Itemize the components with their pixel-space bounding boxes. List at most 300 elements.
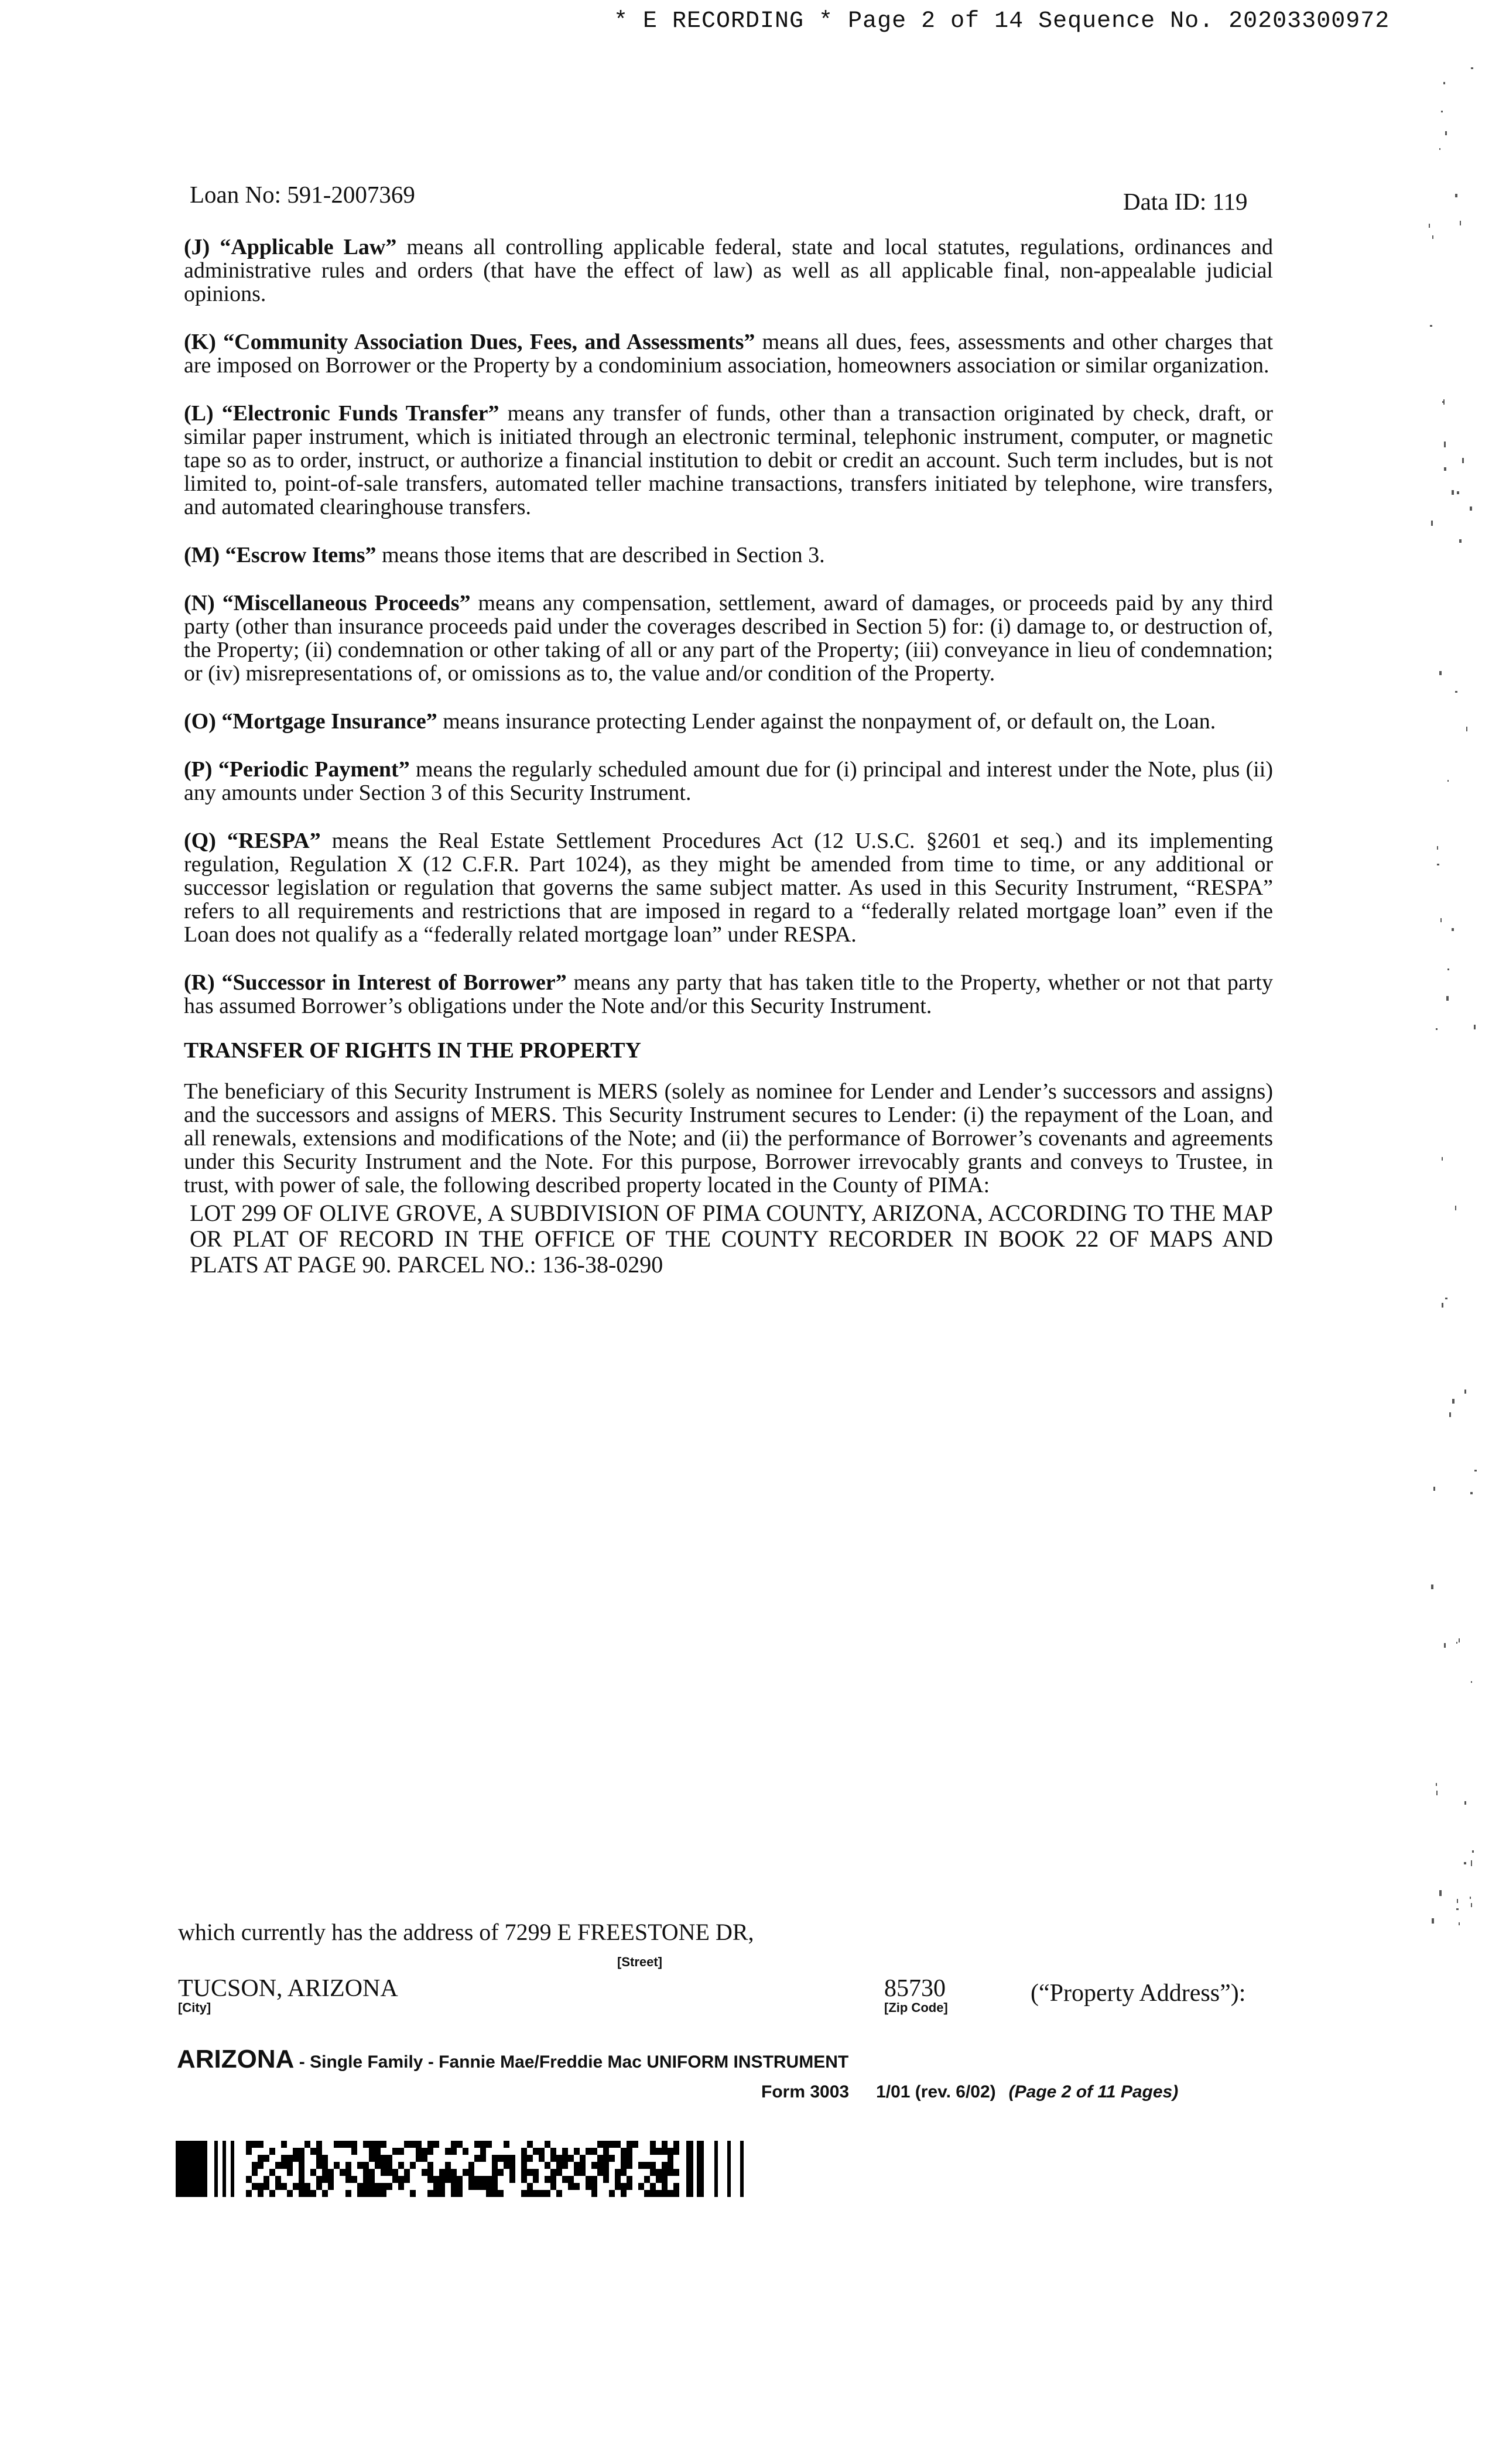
barcode-module: [363, 2183, 369, 2190]
barcode-module: [574, 2183, 580, 2190]
barcode-module: [668, 2162, 673, 2169]
barcode-module: [492, 2169, 498, 2176]
data-id: Data ID: 119: [1123, 188, 1248, 215]
barcode-module: [504, 2162, 509, 2169]
barcode-module: [369, 2176, 375, 2183]
barcode-module: [269, 2148, 275, 2155]
barcode-module: [644, 2162, 650, 2169]
barcode-module: [568, 2183, 574, 2190]
barcode-module: [375, 2148, 381, 2155]
barcode-module: [451, 2169, 457, 2176]
barcode-module: [363, 2169, 369, 2176]
barcode-module: [328, 2169, 334, 2176]
barcode-module: [545, 2141, 550, 2148]
barcode-module: [527, 2190, 533, 2197]
barcode-module: [386, 2183, 392, 2190]
barcode-module: [586, 2148, 591, 2155]
definition-text: means insurance protecting Lender against the nonpayment of, or default on, the Loan.: [437, 709, 1216, 734]
barcode-module: [574, 2162, 580, 2169]
barcode-module: [281, 2141, 287, 2148]
property-address-block: [178, 1918, 1291, 2015]
footer-description: - Single Family - Fannie Mae/Freddie Mac UNIFORM INSTRUMENT: [294, 2052, 849, 2072]
barcode-module: [474, 2141, 480, 2148]
scan-speck: [1439, 148, 1440, 150]
scan-speck: [1449, 1412, 1451, 1417]
scan-speck: [1460, 221, 1461, 225]
barcode-module: [310, 2169, 316, 2176]
barcode-module: [480, 2141, 486, 2148]
barcode-module: [427, 2169, 433, 2176]
barcode-module: [299, 2148, 304, 2155]
page-count: (Page 2 of 11 Pages): [1008, 2082, 1179, 2102]
loan-number: Loan No: 591-2007369: [190, 181, 415, 208]
scan-speck: [1455, 691, 1457, 693]
barcode-module: [527, 2169, 533, 2176]
barcode-module: [668, 2155, 673, 2162]
definition-paragraph: [184, 330, 1273, 377]
barcode-module: [439, 2183, 445, 2190]
barcode-module: [316, 2176, 322, 2183]
barcode-module: [439, 2190, 445, 2197]
scan-speck: [1455, 1206, 1456, 1210]
barcode-module: [468, 2169, 474, 2176]
scan-speck: [1452, 928, 1454, 931]
barcode-bar: [231, 2141, 234, 2197]
barcode-module: [275, 2176, 281, 2183]
barcode-module: [375, 2155, 381, 2162]
barcode-module: [340, 2141, 345, 2148]
barcode-module: [299, 2162, 304, 2169]
barcode-module: [451, 2148, 457, 2155]
scan-speck: [1445, 131, 1447, 135]
barcode-module: [310, 2148, 316, 2155]
barcode-module: [422, 2148, 427, 2155]
barcode-module: [468, 2183, 474, 2190]
scan-speck: [1440, 918, 1442, 922]
barcode-module: [591, 2183, 597, 2190]
barcode-module: [662, 2176, 668, 2183]
scan-speck: [1444, 467, 1446, 471]
barcode-module: [621, 2190, 627, 2197]
barcode-module: [422, 2155, 427, 2162]
barcode-module: [246, 2141, 252, 2148]
barcode-module: [439, 2169, 445, 2176]
barcode-module: [357, 2190, 363, 2197]
barcode-module: [345, 2162, 351, 2169]
scan-speck: [1436, 1783, 1437, 1786]
barcode-module: [369, 2155, 375, 2162]
barcode-module: [369, 2169, 375, 2176]
scan-speck: [1445, 1298, 1447, 1299]
barcode-module: [632, 2141, 638, 2148]
barcode-module: [445, 2169, 451, 2176]
barcode-module: [340, 2169, 345, 2176]
barcode-module: [427, 2162, 433, 2169]
barcode-module: [580, 2162, 586, 2169]
scan-speck: [1431, 521, 1433, 526]
barcode-module: [550, 2183, 556, 2190]
barcode-module: [299, 2176, 304, 2183]
barcode-module: [299, 2183, 304, 2190]
barcode-bar: [697, 2141, 704, 2197]
barcode-module: [668, 2148, 673, 2155]
barcode-module: [363, 2141, 369, 2148]
barcode-module: [504, 2141, 509, 2148]
definition-paragraph: [184, 402, 1273, 519]
barcode-module: [509, 2169, 515, 2176]
barcode-module: [591, 2176, 597, 2183]
definitions-section: [184, 235, 1273, 1278]
barcode-module: [439, 2176, 445, 2183]
barcode-module: [275, 2162, 281, 2169]
barcode-module: [334, 2141, 340, 2148]
scan-speck: [1456, 1642, 1457, 1644]
scan-speck: [1459, 1922, 1460, 1925]
barcode-module: [673, 2183, 679, 2190]
scan-speck: [1471, 67, 1473, 69]
definition-text: means those items that are described in Section 3.: [376, 543, 825, 567]
scan-speck: [1455, 194, 1457, 197]
barcode-module: [422, 2169, 427, 2176]
barcode-module: [404, 2176, 410, 2183]
barcode-module: [304, 2141, 310, 2148]
barcode-module: [550, 2176, 556, 2183]
barcode-module: [591, 2190, 597, 2197]
barcode-module: [492, 2155, 498, 2162]
scan-speck: [1452, 1399, 1454, 1404]
barcode-module: [673, 2169, 679, 2176]
scan-speck: [1444, 442, 1446, 447]
barcode-module: [474, 2176, 480, 2183]
barcode-module: [416, 2141, 422, 2148]
barcode-module: [609, 2141, 615, 2148]
scan-speck: [1444, 1643, 1446, 1648]
barcode-module: [480, 2176, 486, 2183]
scan-speck: [1457, 491, 1459, 494]
definition-term: (O) “Mortgage Insurance”: [184, 709, 437, 734]
barcode-module: [427, 2141, 433, 2148]
barcode-module: [252, 2169, 258, 2176]
barcode-module: [539, 2148, 545, 2155]
barcode-module: [463, 2169, 468, 2176]
barcode-module: [398, 2148, 404, 2155]
scan-speck: [1471, 1860, 1472, 1866]
scan-speck: [1464, 1390, 1466, 1394]
barcode-module: [316, 2155, 322, 2162]
barcode-module: [673, 2141, 679, 2148]
barcode-module: [322, 2176, 328, 2183]
barcode-module: [521, 2162, 527, 2169]
definition-paragraph: [184, 543, 1273, 567]
barcode-module: [457, 2190, 463, 2197]
barcode-module: [410, 2162, 416, 2169]
barcode-module: [427, 2176, 433, 2183]
barcode-module: [304, 2183, 310, 2190]
barcode-module: [457, 2183, 463, 2190]
barcode-module: [621, 2183, 627, 2190]
barcode-module: [668, 2190, 673, 2197]
barcode-module: [603, 2148, 609, 2155]
barcode-module: [650, 2183, 656, 2190]
barcode-module: [650, 2190, 656, 2197]
scan-speck: [1447, 969, 1449, 970]
scan-speck: [1457, 1899, 1458, 1903]
barcode-module: [621, 2155, 627, 2162]
barcode-module: [480, 2148, 486, 2155]
barcode-module: [451, 2141, 457, 2148]
barcode-module: [363, 2176, 369, 2183]
barcode-module: [550, 2169, 556, 2176]
barcode-module: [673, 2190, 679, 2197]
barcode-module: [433, 2183, 439, 2190]
barcode-module: [258, 2155, 263, 2162]
barcode-module: [381, 2190, 386, 2197]
barcode-module: [521, 2190, 527, 2197]
barcode-module: [521, 2155, 527, 2162]
barcode-module: [263, 2155, 269, 2162]
barcode-module: [662, 2190, 668, 2197]
barcode-module: [509, 2162, 515, 2169]
barcode-module: [322, 2155, 328, 2162]
barcode-module: [398, 2183, 404, 2190]
barcode-module: [662, 2162, 668, 2169]
barcode-module: [498, 2169, 504, 2176]
barcode-module: [293, 2155, 299, 2162]
street-label: [Street]: [617, 1955, 663, 1969]
barcode-module: [381, 2141, 386, 2148]
definition-term: (J) “Applicable Law”: [184, 235, 397, 259]
barcode-module: [386, 2155, 392, 2162]
scan-speck: [1429, 224, 1430, 228]
definition-paragraph: [184, 829, 1273, 946]
definition-paragraph: [184, 235, 1273, 306]
barcode-module: [404, 2169, 410, 2176]
barcode-bar: [714, 2141, 718, 2197]
scan-speck: [1443, 399, 1445, 405]
barcode-module: [357, 2162, 363, 2169]
barcode-module: [369, 2190, 375, 2197]
barcode-module: [562, 2148, 568, 2155]
barcode-module: [252, 2162, 258, 2169]
barcode-module: [246, 2148, 252, 2155]
scan-speck: [1452, 490, 1454, 495]
scan-speck: [1439, 671, 1442, 675]
property-address-label: (“Property Address”):: [1031, 1980, 1246, 2007]
definition-text: means any transfer of funds, other than a transaction originated by check, draft, or similar paper instrument, which is initiated through an electronic terminal, telephonic instrument, computer, or magnetic tape so as to order, instruct, or authorize a financial institution to debit or credit an account. Such term includes, but is not limited to, point-of-sale transfers, automated teller machine transactions, transfers initiated by telephone, wire transfers, and automated clearinghouse transfers.: [184, 401, 1273, 519]
barcode-module: [252, 2141, 258, 2148]
barcode-module: [603, 2169, 609, 2176]
scan-speck: [1436, 1028, 1438, 1030]
barcode-module: [363, 2190, 369, 2197]
definition-paragraph: [184, 971, 1273, 1018]
barcode-module: [486, 2141, 492, 2148]
transfer-heading: TRANSFER OF RIGHTS IN THE PROPERTY: [184, 1038, 641, 1063]
scan-speck: [1464, 1862, 1466, 1864]
barcode-module: [533, 2148, 539, 2155]
barcode-module: [556, 2190, 562, 2197]
scan-speck: [1471, 1681, 1472, 1683]
barcode-module: [416, 2155, 422, 2162]
barcode-module: [603, 2162, 609, 2169]
barcode-module: [638, 2183, 644, 2190]
barcode-module: [586, 2176, 591, 2183]
scan-speck: [1464, 1801, 1466, 1805]
barcode-module: [287, 2155, 293, 2162]
barcode-bar: [223, 2141, 226, 2197]
barcode-module: [668, 2169, 673, 2176]
barcode-module: [427, 2148, 433, 2155]
barcode-module: [381, 2169, 386, 2176]
barcode-module: [539, 2190, 545, 2197]
scan-speck: [1474, 1470, 1477, 1471]
scan-speck: [1456, 1908, 1459, 1910]
barcode-module: [556, 2155, 562, 2162]
scan-speck: [1459, 539, 1462, 543]
barcode-bar: [727, 2141, 731, 2197]
barcode-module: [609, 2190, 615, 2197]
scan-speck: [1436, 1791, 1438, 1795]
barcode-module: [281, 2155, 287, 2162]
barcode-module: [299, 2169, 304, 2176]
barcode-module: [322, 2169, 328, 2176]
scan-speck: [1442, 1303, 1443, 1308]
barcode-module: [486, 2183, 492, 2190]
form-revision: 1/01 (rev. 6/02): [876, 2082, 996, 2102]
barcode-module: [521, 2148, 527, 2155]
barcode-block: [176, 2141, 207, 2197]
scan-speck: [1470, 507, 1472, 511]
definition-term: (K) “Community Association Dues, Fees, and Assessments”: [184, 330, 755, 354]
barcode-module: [621, 2162, 627, 2169]
barcode-module: [445, 2176, 451, 2183]
barcode-module: [562, 2176, 568, 2183]
barcode-module: [369, 2148, 375, 2155]
barcode-module: [351, 2141, 357, 2148]
barcode-module: [521, 2169, 527, 2176]
barcode-module: [650, 2148, 656, 2155]
barcode-module: [504, 2155, 509, 2162]
barcode-module: [498, 2190, 504, 2197]
barcode-module: [550, 2148, 556, 2155]
barcode-module: [562, 2162, 568, 2169]
barcode-module: [480, 2183, 486, 2190]
barcode-module: [351, 2148, 357, 2155]
barcode-module: [556, 2162, 562, 2169]
barcode-module: [457, 2176, 463, 2183]
barcode-module: [463, 2148, 468, 2155]
barcode-module: [316, 2148, 322, 2155]
barcode-module: [662, 2183, 668, 2190]
barcode-module: [486, 2190, 492, 2197]
barcode-module: [603, 2176, 609, 2183]
barcode-module: [644, 2176, 650, 2183]
barcode-module: [404, 2141, 410, 2148]
barcode-module: [568, 2176, 574, 2183]
barcode-module: [521, 2176, 527, 2183]
barcode-module: [375, 2141, 381, 2148]
barcode-module: [568, 2155, 574, 2162]
definition-term: (M) “Escrow Items”: [184, 543, 377, 567]
scan-speck: [1466, 727, 1467, 731]
barcode-module: [627, 2162, 632, 2169]
barcode-module: [357, 2183, 363, 2190]
barcode-module: [328, 2183, 334, 2190]
barcode-module: [427, 2190, 433, 2197]
barcode-module: [392, 2148, 398, 2155]
barcode-module: [398, 2162, 404, 2169]
barcode-module: [533, 2176, 539, 2183]
barcode-module: [474, 2183, 480, 2190]
barcode-bar: [214, 2141, 218, 2197]
transfer-body: The beneficiary of this Security Instrument is MERS (solely as nominee for Lender and Lender’s successors and assigns) and the successors and assigns of MERS. This Security Instrument secures to Lender: (i) the repayment of the Loan, and all renewals, extensions and modifications of the Note; and (ii) the performance of Borrower’s covenants and agreements under this Security Instrument and the Note. For this purpose, Borrower irrevocably grants and conveys to Trustee, in trust, with power of sale, the following described property located in the County of PIMA:: [184, 1079, 1273, 1197]
barcode-module: [328, 2176, 334, 2183]
scan-speck: [1432, 235, 1433, 239]
barcode-module: [433, 2176, 439, 2183]
barcode-module: [316, 2141, 322, 2148]
recording-stamp: * E RECORDING * Page 2 of 14 Sequence No. 20203300972: [614, 8, 1390, 35]
barcode-module: [457, 2141, 463, 2148]
barcode-module: [621, 2148, 627, 2155]
barcode-module: [586, 2183, 591, 2190]
barcode-module: [656, 2148, 662, 2155]
barcode-module: [281, 2183, 287, 2190]
barcode-module: [304, 2190, 310, 2197]
barcode-module: [468, 2162, 474, 2169]
barcode-module: [334, 2162, 340, 2169]
barcode-module: [539, 2155, 545, 2162]
scan-speck: [1433, 1487, 1435, 1491]
barcode-module: [369, 2141, 375, 2148]
barcode-module: [392, 2169, 398, 2176]
barcode-module: [486, 2176, 492, 2183]
barcode-module: [263, 2183, 269, 2190]
barcode-module: [345, 2141, 351, 2148]
barcode-module: [574, 2148, 580, 2155]
barcode-module: [509, 2155, 515, 2162]
barcode-module: [299, 2190, 304, 2197]
barcode-module: [269, 2190, 275, 2197]
barcode-module: [381, 2183, 386, 2190]
form-number-line: [761, 2082, 1178, 2102]
barcode-module: [246, 2176, 252, 2183]
barcode-bar: [740, 2141, 744, 2197]
barcode-module: [627, 2141, 632, 2148]
barcode-module: [375, 2162, 381, 2169]
barcode-module: [468, 2176, 474, 2183]
barcode-module: [656, 2176, 662, 2183]
barcode-module: [533, 2169, 539, 2176]
scan-speck: [1437, 846, 1438, 850]
address-intro: which currently has the address of 7299 E FREESTONE DR,: [178, 1919, 754, 1945]
barcode-module: [627, 2183, 632, 2190]
scan-speck: [1471, 1903, 1472, 1907]
barcode-module: [381, 2162, 386, 2169]
scan-speck: [1443, 82, 1445, 84]
barcode-module: [287, 2162, 293, 2169]
definition-text: means any party that has taken title to the Property, whether or not that party has assumed Borrower’s obligations under the Note and/or this Security Instrument.: [184, 970, 1273, 1018]
barcode-module: [545, 2190, 550, 2197]
barcode-module: [263, 2176, 269, 2183]
barcode-module: [650, 2169, 656, 2176]
barcode-module: [281, 2162, 287, 2169]
barcode-module: [673, 2148, 679, 2155]
barcode-module: [293, 2183, 299, 2190]
scan-speck: [1470, 1897, 1471, 1899]
barcode-module: [597, 2155, 603, 2162]
barcode-module: [316, 2162, 322, 2169]
scan-speck: [1439, 1890, 1442, 1896]
barcode-bar: [686, 2141, 693, 2197]
